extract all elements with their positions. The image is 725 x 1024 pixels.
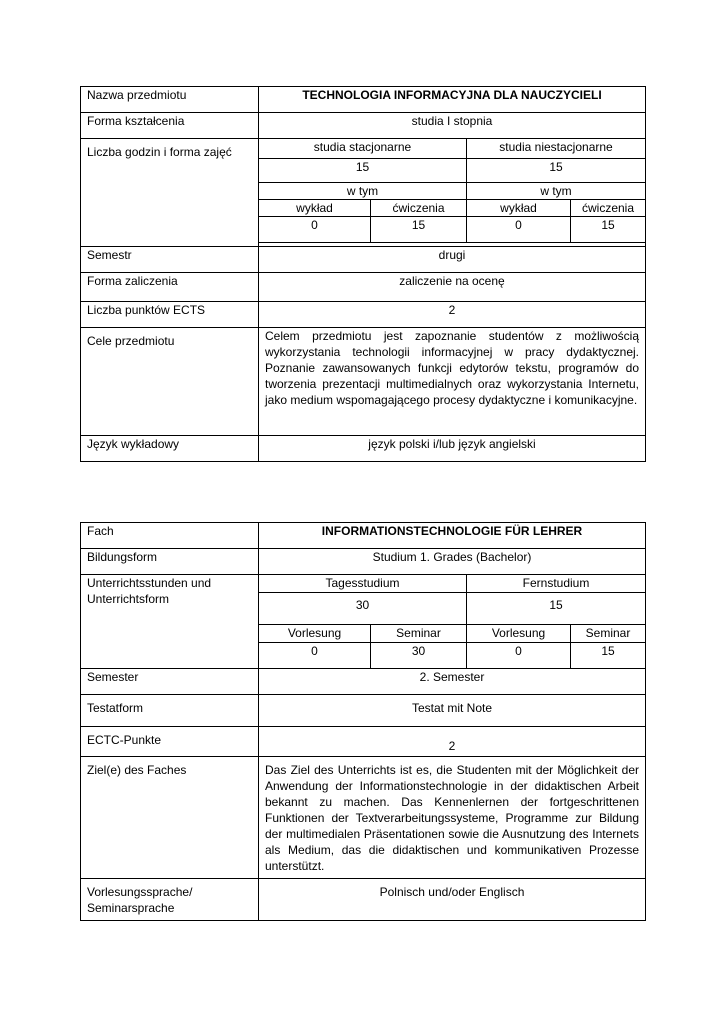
hours-label: Liczba godzin i forma zajęć: [81, 139, 259, 247]
ects-value: 2: [259, 727, 646, 757]
full-time-exercise-hours: 15: [371, 217, 467, 243]
education-form-value: studia I stopnia: [259, 113, 646, 139]
full-time-exercise-hours: 30: [371, 643, 467, 669]
ects-label: Liczba punktów ECTS: [81, 302, 259, 328]
part-time-lecture-hours: 0: [467, 217, 571, 243]
full-time-including: w tym: [259, 183, 467, 200]
part-time-exercise-header: ćwiczenia: [571, 200, 646, 217]
subject-name-value: INFORMATIONSTECHNOLOGIE FÜR LEHRER: [259, 523, 646, 549]
goals-label: Cele przedmiotu: [81, 328, 259, 436]
goals-label: Ziel(e) des Faches: [81, 757, 259, 879]
goals-value: Das Ziel des Unterrichts ist es, die Studenten mit der Möglichkeit der Anwendung der Informationstechnologie in der didaktischen Arbeit bekannt zu machen. Das Kennenlernen der fortgeschrittenen Funktionen der Textverarbeitungssysteme, Programme zur Bildung der multimedialen Präsentationen sowie die Ausnutzung des Internets als Medium, das die didaktischen und kommunikativen Prozesse unterstützt.: [259, 757, 646, 879]
hours-label: Unterrichtsstunden und Unterrichtsform: [81, 575, 259, 669]
full-time-header: studia stacjonarne: [259, 139, 467, 159]
full-time-lecture-header: Vorlesung: [259, 625, 371, 643]
semester-value: drugi: [259, 247, 646, 273]
part-time-exercise-hours: 15: [571, 643, 646, 669]
credit-form-label: Testatform: [81, 695, 259, 727]
language-value: Polnisch und/oder Englisch: [259, 879, 646, 921]
ects-value: 2: [259, 302, 646, 328]
subject-name-value: TECHNOLOGIA INFORMACYJNA DLA NAUCZYCIELI: [259, 87, 646, 113]
full-time-lecture-hours: 0: [259, 643, 371, 669]
credit-form-label: Forma zaliczenia: [81, 273, 259, 302]
education-form-value: Studium 1. Grades (Bachelor): [259, 549, 646, 575]
subject-name-label: Nazwa przedmiotu: [81, 87, 259, 113]
credit-form-value: Testat mit Note: [259, 695, 646, 727]
full-time-lecture-header: wykład: [259, 200, 371, 217]
part-time-lecture-header: Vorlesung: [467, 625, 571, 643]
part-time-total: 15: [467, 593, 646, 625]
full-time-exercise-header: Seminar: [371, 625, 467, 643]
goals-value: Celem przedmiotu jest zapoznanie studentów z możliwością wykorzystania technologii informacyjnej w pracy dydaktycznej. Poznanie zawansowanych funkcji edytorów tekstu, programów do tworzenia prezentacji multimedialnych oraz wykorzystania Internetu, jako medium wspomagającego procesy dydaktyczne i komunikacyjne.: [259, 328, 646, 436]
ects-label: ECTC-Punkte: [81, 727, 259, 757]
credit-form-value: zaliczenie na ocenę: [259, 273, 646, 302]
full-time-header: Tagesstudium: [259, 575, 467, 593]
language-value: język polski i/lub język angielski: [259, 436, 646, 462]
part-time-total: 15: [467, 159, 646, 183]
language-label: Vorlesungssprache/ Seminarsprache: [81, 879, 259, 921]
education-form-label: Bildungsform: [81, 549, 259, 575]
semester-label: Semester: [81, 669, 259, 695]
part-time-exercise-hours: 15: [571, 217, 646, 243]
part-time-lecture-hours: 0: [467, 643, 571, 669]
full-time-total: 15: [259, 159, 467, 183]
full-time-lecture-hours: 0: [259, 217, 371, 243]
semester-value: 2. Semester: [259, 669, 646, 695]
full-time-total: 30: [259, 593, 467, 625]
part-time-header: Fernstudium: [467, 575, 646, 593]
full-time-exercise-header: ćwiczenia: [371, 200, 467, 217]
part-time-including: w tym: [467, 183, 646, 200]
education-form-label: Forma kształcenia: [81, 113, 259, 139]
course-table-polish: [80, 86, 646, 462]
part-time-lecture-header: wykład: [467, 200, 571, 217]
subject-name-label: Fach: [81, 523, 259, 549]
language-label: Język wykładowy: [81, 436, 259, 462]
part-time-exercise-header: Seminar: [571, 625, 646, 643]
course-table-german: [80, 522, 646, 921]
part-time-header: studia niestacjonarne: [467, 139, 646, 159]
semester-label: Semestr: [81, 247, 259, 273]
